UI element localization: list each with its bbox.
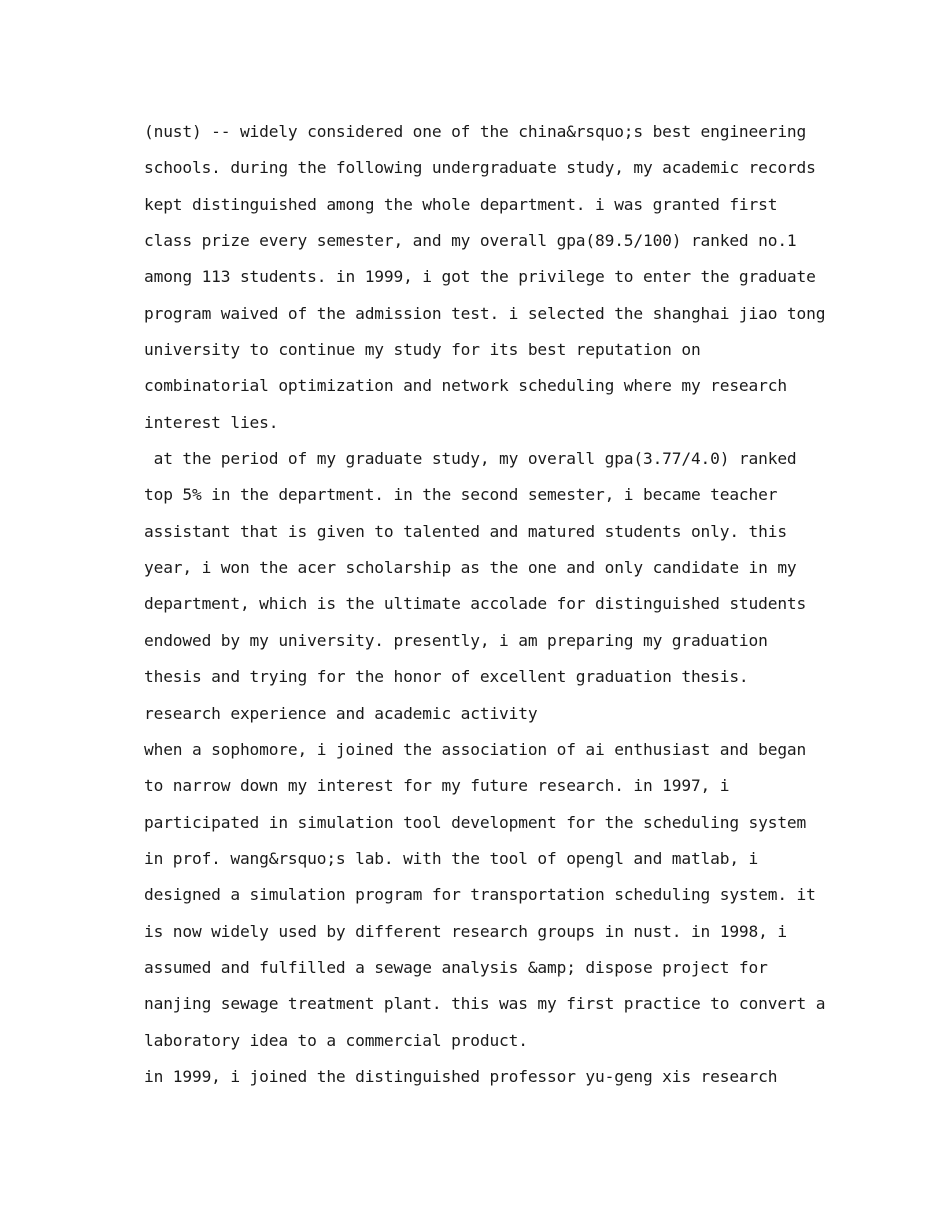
text-line: assumed and fulfilled a sewage analysis &amp; dispose project for <box>144 957 768 977</box>
text-line: laboratory idea to a commercial product. <box>144 1030 528 1050</box>
text-line: when a sophomore, i joined the association of ai enthusiast and began <box>144 739 807 759</box>
text-line: combinatorial optimization and network scheduling where my research <box>144 376 787 396</box>
text-line: at the period of my graduate study, my overall gpa(3.77/4.0) ranked <box>144 449 797 469</box>
text-line: is now widely used by different research groups in nust. in 1998, i <box>144 921 787 941</box>
text-line: department, which is the ultimate accolade for distinguished students <box>144 594 807 614</box>
text-line: kept distinguished among the whole department. i was granted first <box>144 194 778 214</box>
text-line: among 113 students. in 1999, i got the privilege to enter the graduate <box>144 267 816 287</box>
text-line: designed a simulation program for transportation scheduling system. it <box>144 885 816 905</box>
text-line: in 1999, i joined the distinguished professor yu-geng xis research <box>144 1066 778 1086</box>
text-line: in prof. wang&rsquo;s lab. with the tool of opengl and matlab, i <box>144 848 759 868</box>
text-line: top 5% in the department. in the second semester, i became teacher <box>144 485 778 505</box>
text-line: year, i won the acer scholarship as the one and only candidate in my <box>144 558 797 578</box>
text-line: university to continue my study for its best reputation on <box>144 340 701 360</box>
text-line: to narrow down my interest for my future research. in 1997, i <box>144 776 730 796</box>
text-line: thesis and trying for the honor of excellent graduation thesis. <box>144 667 749 687</box>
text-line: interest lies. <box>144 412 279 432</box>
text-line: program waived of the admission test. i selected the shanghai jiao tong <box>144 303 826 323</box>
text-line: participated in simulation tool development for the scheduling system <box>144 812 807 832</box>
text-line: class prize every semester, and my overall gpa(89.5/100) ranked no.1 <box>144 231 797 251</box>
text-line: nanjing sewage treatment plant. this was my first practice to convert a <box>144 994 826 1014</box>
text-line: schools. during the following undergraduate study, my academic records <box>144 158 816 178</box>
section-heading: research experience and academic activity <box>144 703 538 723</box>
text-line: assistant that is given to talented and matured students only. this <box>144 521 787 541</box>
text-line: endowed by my university. presently, i am preparing my graduation <box>144 630 768 650</box>
body-text <box>144 114 844 1095</box>
text-line: (nust) -- widely considered one of the china&rsquo;s best engineering <box>144 122 807 141</box>
